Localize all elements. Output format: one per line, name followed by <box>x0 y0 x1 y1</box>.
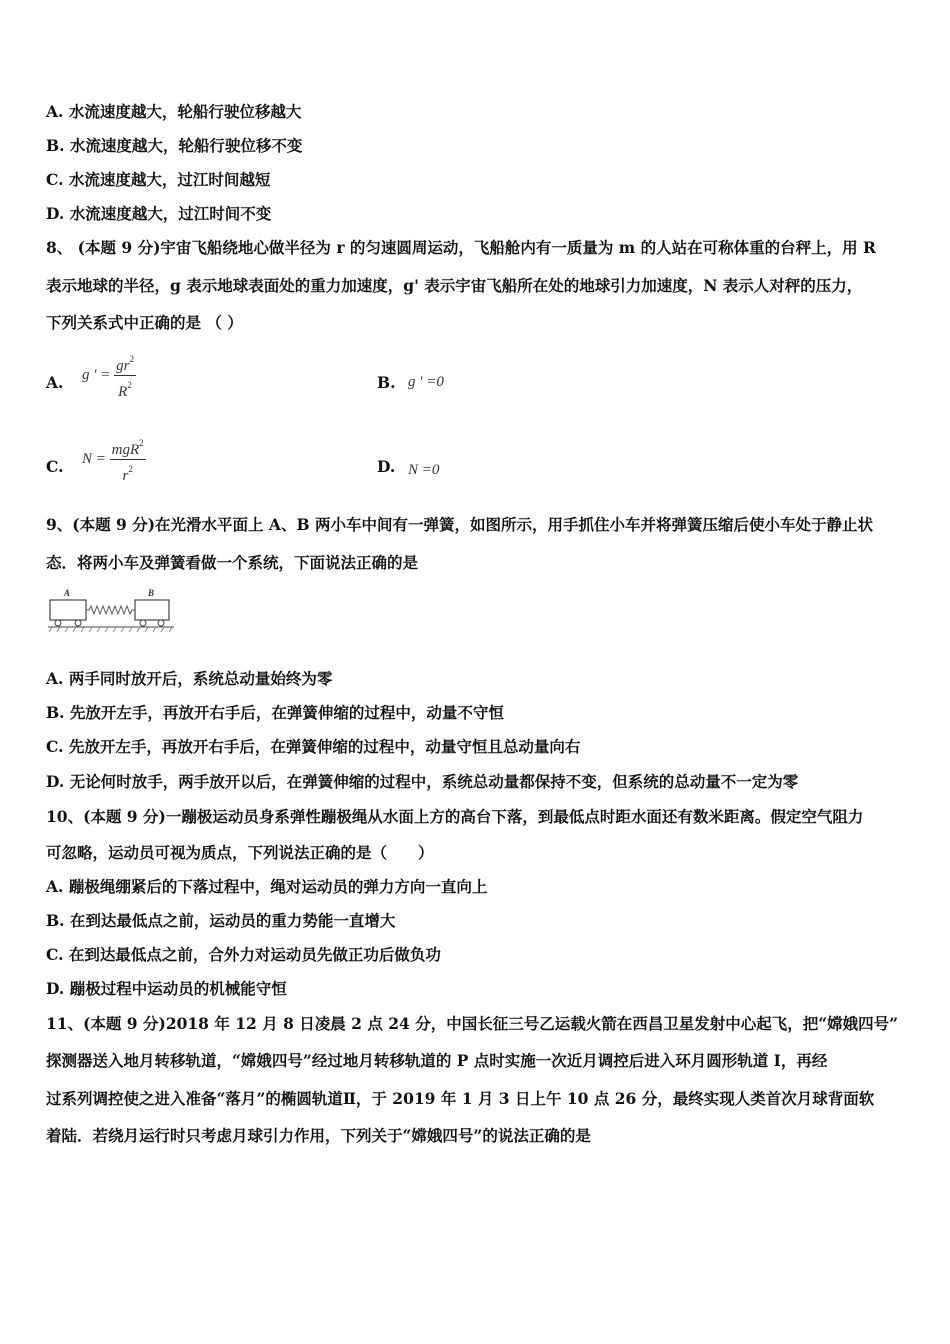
q9-option-b <box>46 702 504 724</box>
q7-option-b-text: 水流速度越大，轮船行驶位移不变 <box>69 136 303 155</box>
spring <box>86 606 135 614</box>
q8-option-a-denominator-exp: 2 <box>127 380 132 390</box>
q9-option-a <box>46 668 332 690</box>
q10-option-d-text: 蹦极过程中运动员的机械能守恒 <box>69 979 287 998</box>
q11-stem-line-2: 探测器送入地月转移轨道，“嫦娥四号”经过地月转移轨道的 P 点时实施一次近月调控后进入环月圆形轨道 I，再经 <box>46 1051 828 1070</box>
q9-option-b-text: 先放开左手，再放开右手后，在弹簧伸缩的过程中，动量不守恒 <box>69 703 504 722</box>
q10-option-c-text: 在到达最低点之前，合外力对运动员先做正功后做负功 <box>68 945 441 964</box>
q8-option-a-lhs: g ' = <box>82 366 111 383</box>
q10-option-d <box>46 978 287 1000</box>
q9-stem-line-1: 9、(本题 9 分)在光滑水平面上 A、B 两小车中间有一弹簧，如图所示，用手抓住小车并将弹簧压缩后使小车处于静止状 <box>46 515 873 534</box>
q11-stem-line-4: 着陆．若绕月运行时只考虑月球引力作用，下列关于“嫦娥四号”的说法正确的是 <box>46 1126 591 1145</box>
q7-option-d-label: D. <box>46 204 65 223</box>
cart-b <box>135 588 169 626</box>
q8-option-c-lhs: N = <box>82 450 106 467</box>
q10-option-a-text: 蹦极绳绷紧后的下落过程中，绳对运动员的弹力方向一直向上 <box>68 877 488 896</box>
q9-option-c-text: 先放开左手，再放开右手后，在弹簧伸缩的过程中，动量守恒且总动量向右 <box>68 737 581 756</box>
q7-option-a-label: A. <box>46 102 64 121</box>
q8-option-c-fraction <box>110 434 146 485</box>
q9-stem-line-2: 态．将两小车及弹簧看做一个系统，下面说法正确的是 <box>46 553 419 572</box>
q9-option-b-label: B. <box>46 703 65 722</box>
q8-option-a-label: A. <box>46 373 64 392</box>
q10-stem-line-1: 10、(本题 9 分)一蹦极运动员身系弹性蹦极绳从水面上方的高台下落，到最低点时距水面还有数米距离。假定空气阻力 <box>46 807 864 826</box>
q8-option-c-label: C. <box>46 457 64 476</box>
q10-stem-line-2: 可忽略，运动员可视为质点，下列说法正确的是（ ） <box>46 843 434 862</box>
q9-option-d-text: 无论何时放手，两手放开以后，在弹簧伸缩的过程中，系统总动量都保持不变，但系统的总动量不一定为零 <box>69 772 799 791</box>
cart-a <box>50 588 86 626</box>
q8-option-b-formula: g ' =0 <box>408 374 444 390</box>
q7-option-a <box>46 101 301 123</box>
q11-stem-line-3: 过系列调控使之进入准备“落月”的椭圆轨道Ⅱ，于 2019 年 1 月 3 日上午 10 点 26 分，最终实现人类首次月球背面软 <box>46 1089 875 1108</box>
q9-option-c-label: C. <box>46 737 64 756</box>
q10-option-b-text: 在到达最低点之前，运动员的重力势能一直增大 <box>69 911 396 930</box>
q7-option-d <box>46 203 271 225</box>
q11-stem-line-1: 11、(本题 9 分)2018 年 12 月 8 日凌晨 2 点 24 分，中国长征三号乙运载火箭在西昌卫星发射中心起飞，把“嫦娥四号” <box>46 1014 899 1033</box>
q7-option-c-text: 水流速度越大，过江时间越短 <box>68 170 271 189</box>
q10-option-c <box>46 944 441 966</box>
q10-option-d-label: D. <box>46 979 65 998</box>
q8-stem-line-1: 8、 (本题 9 分)宇宙飞船绕地心做半径为 r 的匀速圆周运动，飞船舱内有一质量为 m 的人站在可称体重的台秤上，用 R <box>46 238 876 257</box>
q8-option-c-denominator: r <box>122 468 129 484</box>
q7-option-b-label: B. <box>46 136 65 155</box>
q8-option-a-numerator-exp: 2 <box>129 354 134 364</box>
q9-option-a-text: 两手同时放开后，系统总动量始终为零 <box>68 669 333 688</box>
q10-option-a-label: A. <box>46 877 64 896</box>
q10-option-a <box>46 876 487 898</box>
cart-b-label: B <box>148 588 155 598</box>
q8-stem-line-2: 表示地球的半径，g 表示地球表面处的重力加速度，g' 表示宇宙飞船所在处的地球引力加速度，N 表示人对秤的压力， <box>46 276 863 295</box>
q8-option-c-numerator-exp: 2 <box>139 438 144 448</box>
q8-option-c-formula <box>82 434 146 485</box>
q8-option-b-label: B. <box>377 373 396 392</box>
q7-option-a-text: 水流速度越大，轮船行驶位移越大 <box>68 102 302 121</box>
q8-option-a-formula <box>82 350 136 401</box>
q8-stem-line-3: 下列关系式中正确的是 （ ） <box>46 313 243 332</box>
q10-option-c-label: C. <box>46 945 64 964</box>
q9-option-d <box>46 771 798 793</box>
q8-option-a-denominator: R <box>118 384 128 400</box>
ground <box>48 627 174 632</box>
q9-option-c <box>46 736 580 758</box>
q10-option-b <box>46 910 395 932</box>
cart-a-label: A <box>64 588 71 598</box>
q8-option-d-label: D. <box>377 457 396 476</box>
q7-option-c-label: C. <box>46 170 64 189</box>
q8-option-c-denominator-exp: 2 <box>128 464 133 474</box>
q8-option-d-formula: N =0 <box>408 462 440 478</box>
q7-option-c <box>46 169 270 191</box>
spring-cart-figure <box>46 586 176 634</box>
q8-option-c-numerator: mgR <box>111 442 140 458</box>
q9-option-a-label: A. <box>46 669 64 688</box>
q10-option-b-label: B. <box>46 911 65 930</box>
q8-option-a-fraction <box>114 350 136 401</box>
q9-option-d-label: D. <box>46 772 65 791</box>
q7-option-d-text: 水流速度越大，过江时间不变 <box>69 204 272 223</box>
q7-option-b <box>46 135 302 157</box>
q8-option-a-numerator: gr <box>116 358 130 374</box>
